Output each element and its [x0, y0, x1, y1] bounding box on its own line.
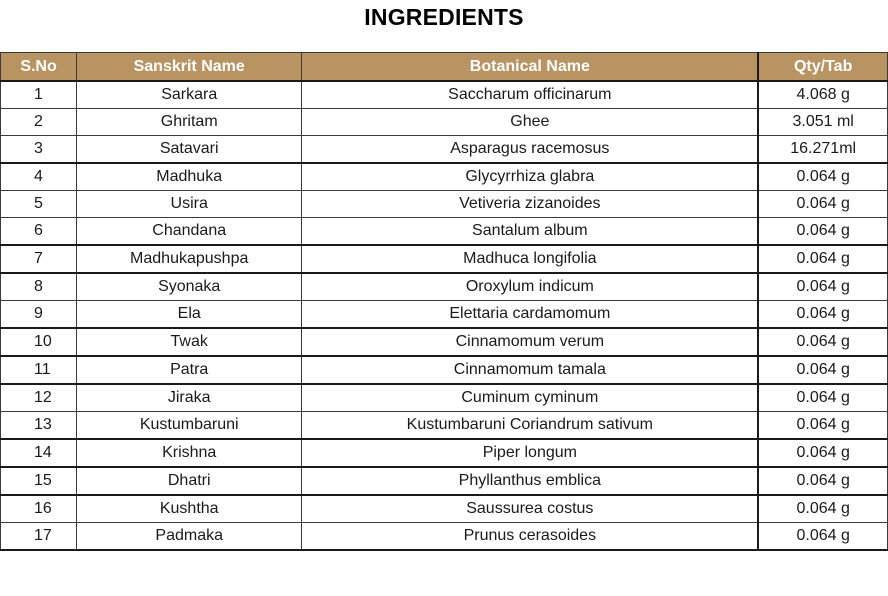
cell-qty-per-tab: 0.064 g	[758, 301, 887, 329]
cell-sanskrit-name: Satavari	[77, 136, 302, 164]
page-title: INGREDIENTS	[364, 4, 524, 30]
cell-sanskrit-name: Ela	[77, 301, 302, 329]
cell-qty-per-tab: 0.064 g	[758, 328, 887, 356]
cell-sno: 8	[1, 273, 77, 301]
cell-sanskrit-name: Dhatri	[77, 467, 302, 495]
cell-qty-per-tab: 16.271ml	[758, 136, 887, 164]
table-row	[1, 163, 888, 191]
cell-sanskrit-name: Padmaka	[77, 523, 302, 551]
table-header	[1, 53, 888, 82]
cell-sanskrit-name: Usira	[77, 191, 302, 218]
cell-sanskrit-name: Ghritam	[77, 109, 302, 136]
table-row	[1, 273, 888, 301]
table-row	[1, 218, 888, 246]
cell-qty-per-tab: 0.064 g	[758, 384, 887, 412]
cell-sno: 7	[1, 245, 77, 273]
table-row	[1, 191, 888, 218]
cell-botanical-name: Piper longum	[302, 439, 759, 467]
cell-sno: 16	[1, 495, 77, 523]
cell-sno: 9	[1, 301, 77, 329]
cell-sanskrit-name: Chandana	[77, 218, 302, 246]
cell-sno: 13	[1, 412, 77, 440]
cell-sanskrit-name: Syonaka	[77, 273, 302, 301]
cell-botanical-name: Cuminum cyminum	[302, 384, 759, 412]
cell-sno: 14	[1, 439, 77, 467]
cell-qty-per-tab: 3.051 ml	[758, 109, 887, 136]
cell-sanskrit-name: Madhukapushpa	[77, 245, 302, 273]
cell-botanical-name: Prunus cerasoides	[302, 523, 759, 551]
table-row	[1, 109, 888, 136]
cell-sno: 10	[1, 328, 77, 356]
cell-sno: 1	[1, 81, 77, 109]
cell-botanical-name: Phyllanthus emblica	[302, 467, 759, 495]
cell-botanical-name: Cinnamomum tamala	[302, 356, 759, 384]
table-row	[1, 439, 888, 467]
table-row	[1, 245, 888, 273]
table-row	[1, 356, 888, 384]
cell-sanskrit-name: Kustumbaruni	[77, 412, 302, 440]
cell-qty-per-tab: 0.064 g	[758, 523, 887, 551]
cell-sanskrit-name: Twak	[77, 328, 302, 356]
table-row	[1, 523, 888, 551]
header-sanskrit-name: Sanskrit Name	[77, 53, 302, 82]
table-row	[1, 301, 888, 329]
cell-botanical-name: Santalum album	[302, 218, 759, 246]
table-row	[1, 328, 888, 356]
cell-botanical-name: Madhuca longifolia	[302, 245, 759, 273]
cell-sanskrit-name: Sarkara	[77, 81, 302, 109]
table-row	[1, 384, 888, 412]
cell-sno: 4	[1, 163, 77, 191]
cell-botanical-name: Vetiveria zizanoides	[302, 191, 759, 218]
cell-botanical-name: Asparagus racemosus	[302, 136, 759, 164]
cell-qty-per-tab: 0.064 g	[758, 163, 887, 191]
cell-sno: 11	[1, 356, 77, 384]
cell-sanskrit-name: Madhuka	[77, 163, 302, 191]
cell-qty-per-tab: 0.064 g	[758, 245, 887, 273]
cell-sno: 5	[1, 191, 77, 218]
header-row	[1, 53, 888, 82]
cell-sanskrit-name: Krishna	[77, 439, 302, 467]
cell-sno: 17	[1, 523, 77, 551]
cell-sno: 6	[1, 218, 77, 246]
cell-botanical-name: Elettaria cardamomum	[302, 301, 759, 329]
cell-sno: 3	[1, 136, 77, 164]
cell-qty-per-tab: 0.064 g	[758, 218, 887, 246]
table-body	[1, 81, 888, 550]
header-qty-per-tab: Qty/Tab	[758, 53, 887, 82]
cell-qty-per-tab: 0.064 g	[758, 356, 887, 384]
table-row	[1, 467, 888, 495]
cell-botanical-name: Saussurea costus	[302, 495, 759, 523]
table-row	[1, 495, 888, 523]
cell-botanical-name: Saccharum officinarum	[302, 81, 759, 109]
cell-botanical-name: Glycyrrhiza glabra	[302, 163, 759, 191]
cell-qty-per-tab: 0.064 g	[758, 439, 887, 467]
cell-qty-per-tab: 0.064 g	[758, 273, 887, 301]
table-row	[1, 136, 888, 164]
table-row	[1, 81, 888, 109]
header-botanical-name: Botanical Name	[302, 53, 759, 82]
cell-botanical-name: Kustumbaruni Coriandrum sativum	[302, 412, 759, 440]
cell-qty-per-tab: 0.064 g	[758, 495, 887, 523]
cell-sno: 12	[1, 384, 77, 412]
cell-qty-per-tab: 0.064 g	[758, 412, 887, 440]
header-sno: S.No	[1, 53, 77, 82]
cell-qty-per-tab: 4.068 g	[758, 81, 887, 109]
cell-sanskrit-name: Jiraka	[77, 384, 302, 412]
cell-sanskrit-name: Patra	[77, 356, 302, 384]
ingredients-table	[0, 52, 888, 551]
cell-botanical-name: Cinnamomum verum	[302, 328, 759, 356]
table-row	[1, 412, 888, 440]
cell-qty-per-tab: 0.064 g	[758, 467, 887, 495]
cell-sno: 15	[1, 467, 77, 495]
cell-botanical-name: Oroxylum indicum	[302, 273, 759, 301]
cell-botanical-name: Ghee	[302, 109, 759, 136]
cell-qty-per-tab: 0.064 g	[758, 191, 887, 218]
cell-sno: 2	[1, 109, 77, 136]
cell-sanskrit-name: Kushtha	[77, 495, 302, 523]
